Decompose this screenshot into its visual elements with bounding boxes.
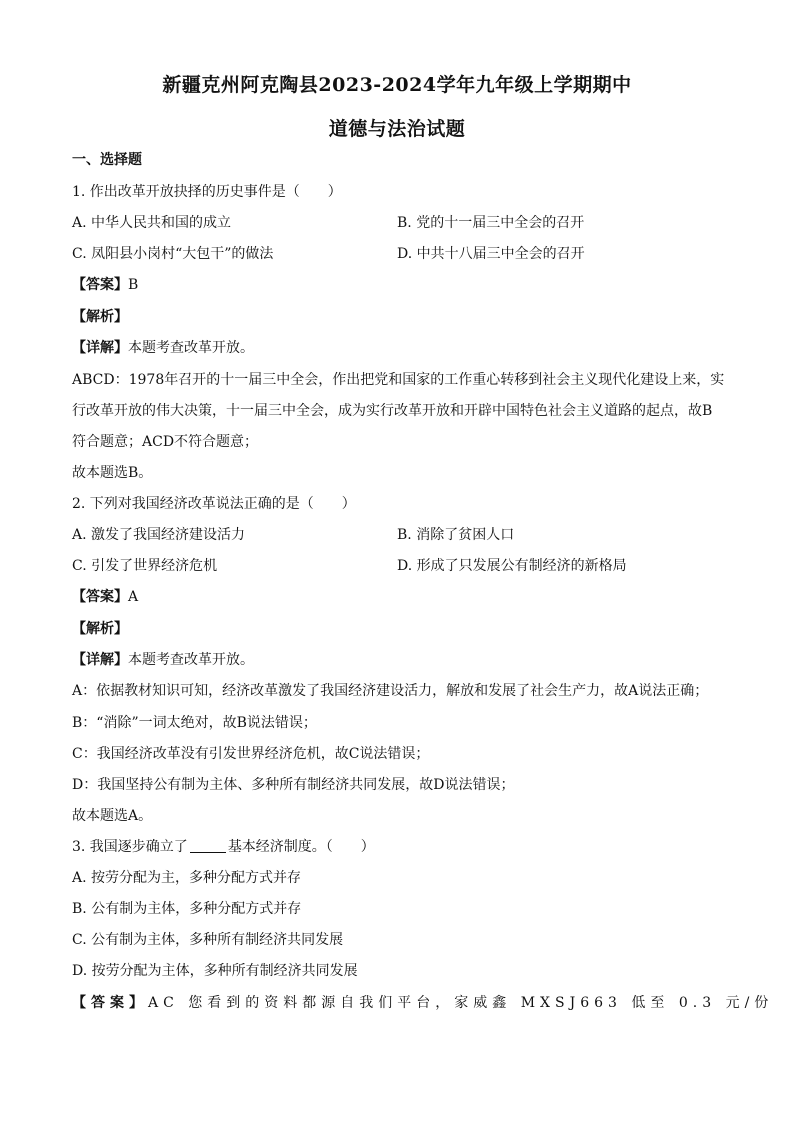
question-2-option-c: C. 引发了世界经济危机 [72,558,218,574]
answer-value: AC 您看到的资料都源自我们平台，家威鑫 MXSJ663 低至 0.3 元/份 [148,995,774,1011]
question-1-explanation-line-2: 行改革开放的伟大决策，十一届三中全会，成为实行改革开放和开辟中国特色社会主义道路的起点，故B [72,403,713,419]
question-1-explanation-line-3: 符合题意；ACD不符合题意； [72,434,259,450]
question-3-answer [72,994,774,1012]
question-2-explanation-a: A：依据教材知识可知，经济改革激发了我国经济建设活力，解放和发展了社会生产力，故A说法正确； [72,683,709,699]
question-1-detail [72,339,254,357]
detail-text: 本题考查改革开放。 [128,340,254,356]
question-2-conclusion: 故本题选A。 [72,808,153,824]
question-3-option-a: A. 按劳分配为主，多种分配方式并存 [72,870,302,886]
question-3-stem [72,838,375,856]
question-2-option-a: A. 激发了我国经济建设活力 [72,527,246,543]
question-2-option-d: D. 形成了只发展公有制经济的新格局 [397,558,627,574]
question-2-answer [72,588,138,606]
question-2-explanation-c: C：我国经济改革没有引发世界经济危机，故C说法错误； [72,746,430,762]
answer-label: 【答案】 [72,995,148,1011]
question-2-explanation-d: D：我国坚持公有制为主体、多种所有制经济共同发展，故D说法错误； [72,777,515,793]
answer-label: 【答案】 [72,277,128,293]
document-title: 新疆克州阿克陶县2023-2024学年九年级上学期期中 [162,74,632,96]
question-2-explanation-b: B：“消除”一词太绝对，故B说法错误； [72,715,317,731]
question-1-option-a: A. 中华人民共和国的成立 [72,215,232,231]
answer-value: B [128,277,139,293]
answer-label: 【答案】 [72,589,128,605]
stem-start: 3. 我国逐步确立了 [72,839,188,855]
detail-label: 【详解】 [72,340,128,356]
question-2-stem: 2. 下列对我国经济改革说法正确的是（ ） [72,496,356,512]
question-1-answer [72,276,138,294]
question-1-conclusion: 故本题选B。 [72,465,153,481]
question-3-option-b: B. 公有制为主体，多种分配方式并存 [72,901,302,917]
fill-blank [190,838,226,853]
question-1-analysis-label: 【解析】 [72,309,128,325]
question-1-option-d: D. 中共十八届三中全会的召开 [397,246,585,262]
question-1-option-b: B. 党的十一届三中全会的召开 [397,215,585,231]
section-heading: 一、选择题 [72,152,142,168]
question-2-detail [72,651,254,669]
detail-label: 【详解】 [72,652,128,668]
question-2-option-b: B. 消除了贫困人口 [397,527,515,543]
question-1-option-c: C. 凤阳县小岗村“大包干”的做法 [72,246,274,262]
stem-end: 基本经济制度。（ ） [227,839,375,855]
question-1-stem: 1. 作出改革开放抉择的历史事件是（ ） [72,184,342,200]
detail-text: 本题考查改革开放。 [128,652,254,668]
question-3-option-c: C. 公有制为主体，多种所有制经济共同发展 [72,932,344,948]
question-2-analysis-label: 【解析】 [72,621,128,637]
document-subtitle: 道德与法治试题 [328,118,466,140]
question-1-explanation-line-1: ABCD：1978年召开的十一届三中全会，作出把党和国家的工作重心转移到社会主义现代化建设上来，实 [72,372,725,388]
answer-value: A [128,589,139,605]
question-3-option-d: D. 按劳分配为主体，多种所有制经济共同发展 [72,963,358,979]
